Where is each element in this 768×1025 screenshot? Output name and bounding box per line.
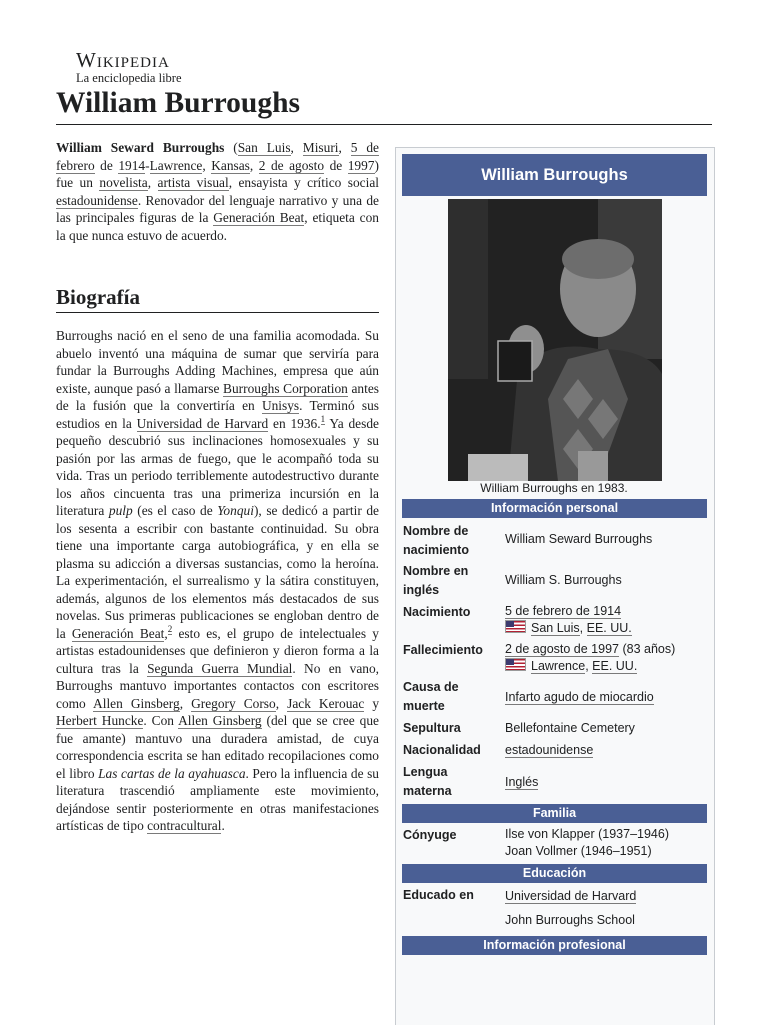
value-causa-muerte [505,689,705,706]
label-sepultura: Sepultura [403,721,461,735]
link-artista-visual[interactable]: artista visual [157,175,229,191]
text: . [221,818,225,833]
biography-paragraph [56,327,379,835]
page-title: William Burroughs [56,83,712,125]
value-nacionalidad [505,742,705,759]
text: - [145,157,150,173]
us-flag-icon [505,658,526,671]
link-harvard[interactable]: Universidad de Harvard [136,415,269,431]
link-kansas[interactable]: Kansas [211,157,250,173]
text: esto es, el grupo de intelectuales y artistas estadounidenses que definieron y dieron forma a la cultura tras la [56,625,379,676]
link-nacimiento-country[interactable]: EE. UU. [586,621,632,635]
separator: , [585,659,593,673]
link-san-luis[interactable]: San Luis [237,140,291,155]
link-estadounidense[interactable]: estadounidense [56,192,138,208]
label-educado-en: Educado en [403,888,474,902]
link-fallecimiento-country[interactable]: EE. UU. [592,659,638,673]
italic-yonqui: Yonqui [217,503,254,518]
age-at-death: (83 años) [619,642,676,656]
value-educado-en [505,888,705,929]
text: , [338,140,351,155]
text: y [364,695,380,711]
link-generacion-beat[interactable]: Generación Beat [213,210,305,226]
label-nacionalidad: Nacionalidad [403,743,481,757]
link-gregory-corso[interactable]: Gregory Corso [191,695,276,711]
link-death-date[interactable]: 2 de agosto [258,157,325,173]
link-novelista[interactable]: novelista [99,175,148,191]
value-conyuge [505,826,705,860]
link-harvard-infobox[interactable]: Universidad de Harvard [505,889,637,903]
separator: , [579,621,587,635]
link-lawrence[interactable]: Lawrence [149,157,203,173]
link-herbert-huncke[interactable]: Herbert Huncke [56,713,144,728]
reference-1[interactable]: 1 [320,414,326,425]
text: de [324,157,348,173]
infobox [395,147,715,1025]
italic-pulp: pulp [108,503,133,518]
label-fallecimiento: Fallecimiento [403,643,483,657]
text: . Pero la influencia de su literatura trascendió ampliamente este movimiento, dejándose sentir posteriormente en otras manifestaciones artísticas de tipo [56,765,379,833]
link-unisys[interactable]: Unisys [261,398,300,413]
logo-tagline: La enciclopedia libre [76,71,182,85]
wikipedia-logo[interactable] [76,50,216,85]
label-causa-muerte: Causa de muerte [403,680,459,713]
reference-2[interactable]: 2 [167,624,173,635]
text: , [275,695,288,711]
text: , [249,157,259,173]
portrait-photo[interactable] [448,199,662,481]
conyuge-2: Joan Vollmer (1946–1951) [505,844,652,858]
lead-name: William Seward Burroughs [56,140,225,155]
lead-paragraph [56,139,379,245]
link-allen-ginsberg-2[interactable]: Allen Ginsberg [178,713,262,728]
label-conyuge: Cónyuge [403,828,457,842]
infobox-title: William Burroughs [402,154,707,196]
link-contracultural[interactable]: contracultural [147,818,222,833]
text: , [290,140,303,155]
value-nacimiento [505,603,705,637]
value-sepultura: Bellefontaine Cemetery [505,721,635,735]
portrait-illustration [448,199,662,481]
text: , [147,175,158,191]
link-burroughs-corporation[interactable]: Burroughs Corporation [223,380,348,396]
photo-caption: William Burroughs en 1983. [480,481,628,495]
link-nacimiento-place[interactable]: San Luis [531,621,580,635]
logo-wordmark: Wikipedia [76,48,170,72]
link-fallecimiento-date[interactable]: 2 de agosto de 1997 [505,642,619,656]
text: ) fue un [56,157,379,191]
text: (es el caso de [132,503,218,518]
link-jack-kerouac[interactable]: Jack Kerouac [287,695,365,711]
text: antes de la fusión que la convertiría en [56,380,379,413]
text: , [164,625,168,641]
text: ( [224,140,238,155]
text: en 1936. [268,415,321,431]
text: (del que se cree que fue amante) mantuvo una duradera amistad, de cuya correspondencia escrita se han editado recopilaciones como el libro [56,713,379,781]
label-lengua-materna: Lengua materna [403,765,452,798]
value-nombre-ingles: William S. Burroughs [505,573,622,587]
text: , ensayista y crítico social [228,175,380,191]
us-flag-icon [505,620,526,633]
text: . Renovador del lenguaje narrativo y una de las principales figuras de la [56,192,379,226]
text: , [202,157,212,173]
link-segunda-guerra-mundial[interactable]: Segunda Guerra Mundial [147,660,293,676]
label-nombre-ingles: Nombre en inglés [403,564,469,597]
value-fallecimiento [505,641,705,675]
italic-cartas-ayahuasca: Las cartas de la ayahuasca [98,765,246,781]
link-1914[interactable]: 1914 [118,157,146,173]
link-causa-muerte[interactable]: Infarto agudo de miocardio [505,690,654,704]
infobox-header-educacion: Educación [402,864,707,883]
link-lengua-materna[interactable]: Inglés [505,775,539,789]
label-nombre-nacimiento: Nombre de nacimiento [403,524,469,557]
infobox-header-personal: Información personal [402,499,707,518]
value-nombre-nacimiento: William Seward Burroughs [505,532,653,546]
link-allen-ginsberg[interactable]: Allen Ginsberg [93,695,180,711]
link-fallecimiento-place[interactable]: Lawrence [531,659,586,673]
infobox-header-familia: Familia [402,804,707,823]
link-birth-date[interactable]: 5 de febrero [56,140,379,173]
text: ), se dedicó a partir de los sesenta a escribir con bastante continuidad. Su obra tiene una importante carga autobiográfica, y en ella se plasma su adicción a diversas sustancias, como la heroína. La experimentación, el surrealismo y la sátira constituyen, además, algunos de los elementos más destacados de sus novelas. Sus primeras publicaciones se engloban dentro de la [56,503,379,641]
conyuge-1: Ilse von Klapper (1937–1946) [505,827,670,841]
john-burroughs-school: John Burroughs School [505,913,635,927]
text: . Con [143,713,179,728]
section-heading-biografia: Biografía [56,283,379,313]
link-nacimiento-date[interactable]: 5 de febrero de 1914 [505,604,622,618]
link-misuri[interactable]: Misuri [302,140,339,155]
link-1997[interactable]: 1997 [347,157,375,173]
text: , [179,695,192,711]
link-nacionalidad[interactable]: estadounidense [505,743,594,757]
text: . No en vano, Burroughs mantuvo importantes contactos con escritores como [56,660,380,711]
text: Ya desde pequeño descubrió sus inclinaciones homosexuales y su pasión por las armas de fuego, que le acompañó toda su vida. Tras un periodo terriblemente autodestructivo durante los años cincuenta tras una primeriza incursión en la literatura [56,415,379,518]
text: Burroughs nació en el seno de una familia acomodada. Su abuelo inventó una máquina de sumar que serviría para fundar la Burroughs Adding Machines, empresa que aún existe, aunque pasó a llamarse [56,328,379,396]
text: . Terminó sus estudios en la [56,398,379,431]
label-nacimiento: Nacimiento [403,605,471,619]
value-lengua-materna [505,774,705,791]
infobox-header-profesional: Información profesional [402,936,707,955]
link-generacion-beat-2[interactable]: Generación Beat [71,625,165,641]
text: de [94,157,119,173]
text: , etiqueta con la que nunca estuvo de acuerdo. [56,210,379,243]
